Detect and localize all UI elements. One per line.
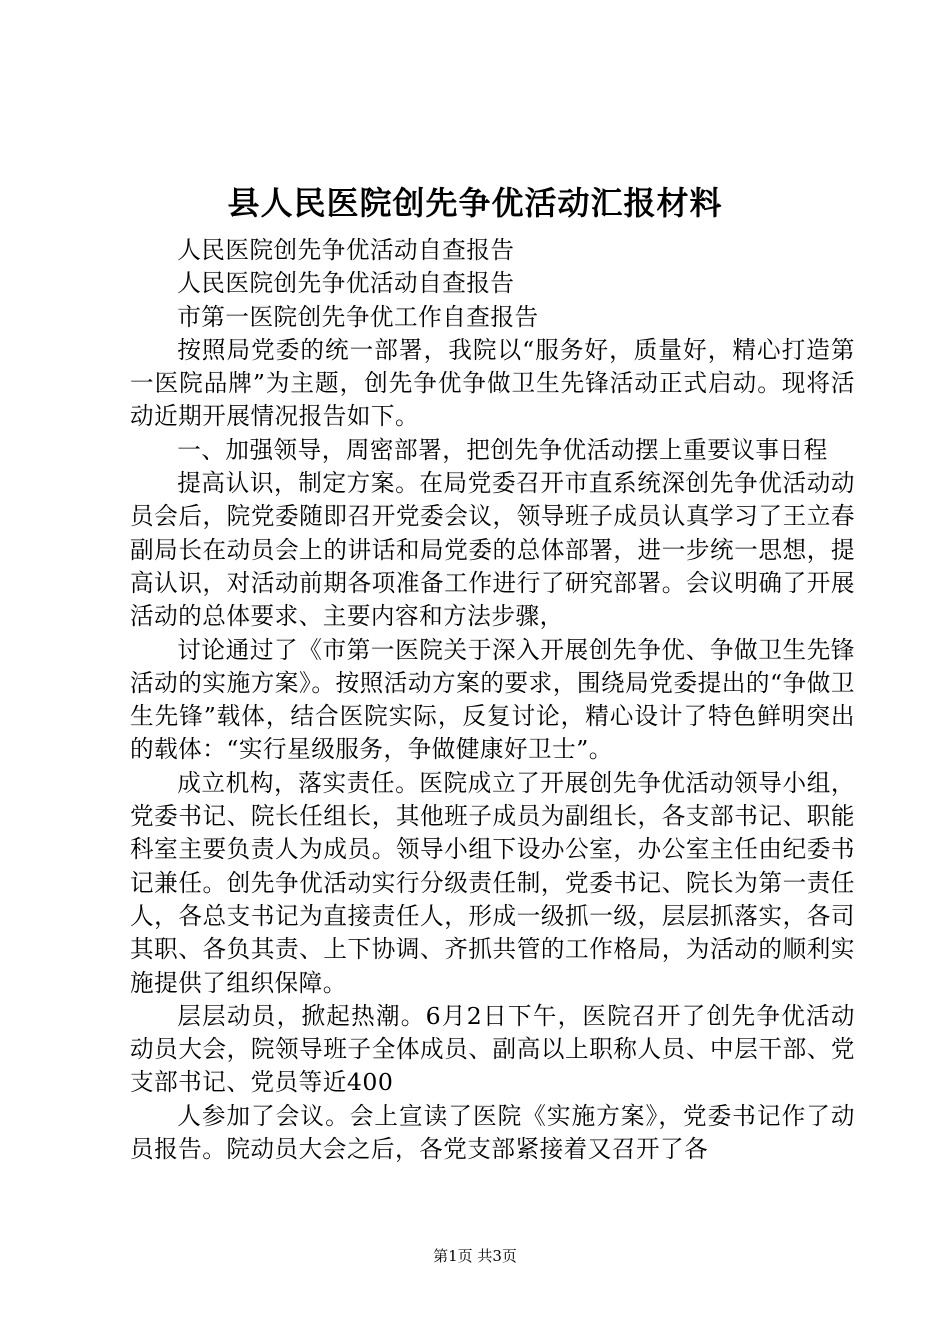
paragraph-6: 讨论通过了《市第一医院关于深入开展创先争优、争做卫生先锋活动的实施方案》。按照活动方案的要求，围绕局党委提出的“争做卫生先锋”载体，结合医院实际，反复讨论，精心设计了特色鲜明突出的载体：“实行星级服务，争做健康好卫士”。 xyxy=(130,635,855,764)
paragraph-3: 市第一医院创先争优工作自查报告 xyxy=(177,302,539,331)
paragraph-9: 人参加了会议。会上宣读了医院《实施方案》，党委书记作了动员报告。院动员大会之后，各党支部紧接着又召开了各 xyxy=(130,1101,855,1164)
section-heading-1: 一、加强领导，周密部署，把创先争优活动摆上重要议事日程 xyxy=(177,435,828,464)
page-footer: 第1页 共3页 xyxy=(433,1247,517,1265)
document-title: 县人民医院创先争优活动汇报材料 xyxy=(227,184,723,222)
paragraph-5: 提高认识，制定方案。在局党委召开市直系统深创先争优活动动员会后，院党委随即召开党委会议，领导班子成员认真学习了王立春副局长在动员会上的讲话和局党委的总体部署，进一步统一思想，提高认识，对活动前期各项准备工作进行了研究部署。会议明确了开展活动的总体要求、主要内容和方法步骤， xyxy=(130,469,855,631)
paragraph-2: 人民医院创先争优活动自查报告 xyxy=(177,269,515,298)
paragraph-8: 层层动员，掀起热潮。6月2日下午，医院召开了创先争优活动动员大会，院领导班子全体成员、副高以上职称人员、中层干部、党支部书记、党员等近400 xyxy=(130,1001,855,1097)
paragraph-4: 按照局党委的统一部署，我院以“服务好，质量好，精心打造第一医院品牌”为主题，创先争优争做卫生先锋活动正式启动。现将活动近期开展情况报告如下。 xyxy=(130,335,855,431)
document-body xyxy=(130,234,855,1166)
paragraph-1: 人民医院创先争优活动自查报告 xyxy=(177,236,515,264)
paragraph-7: 成立机构，落实责任。医院成立了开展创先争优活动领导小组，党委书记、院长任组长，其他班子成员为副组长，各支部书记、职能科室主要负责人为成员。领导小组下设办公室，办公室主任由纪委书记兼任。创先争优活动实行分级责任制，党委书记、院长为第一责任人，各总支书记为直接责任人，形成一级抓一级，层层抓落实，各司其职、各负其责、上下协调、齐抓共管的工作格局，为活动的顺利实施提供了组织保障。 xyxy=(130,768,855,997)
